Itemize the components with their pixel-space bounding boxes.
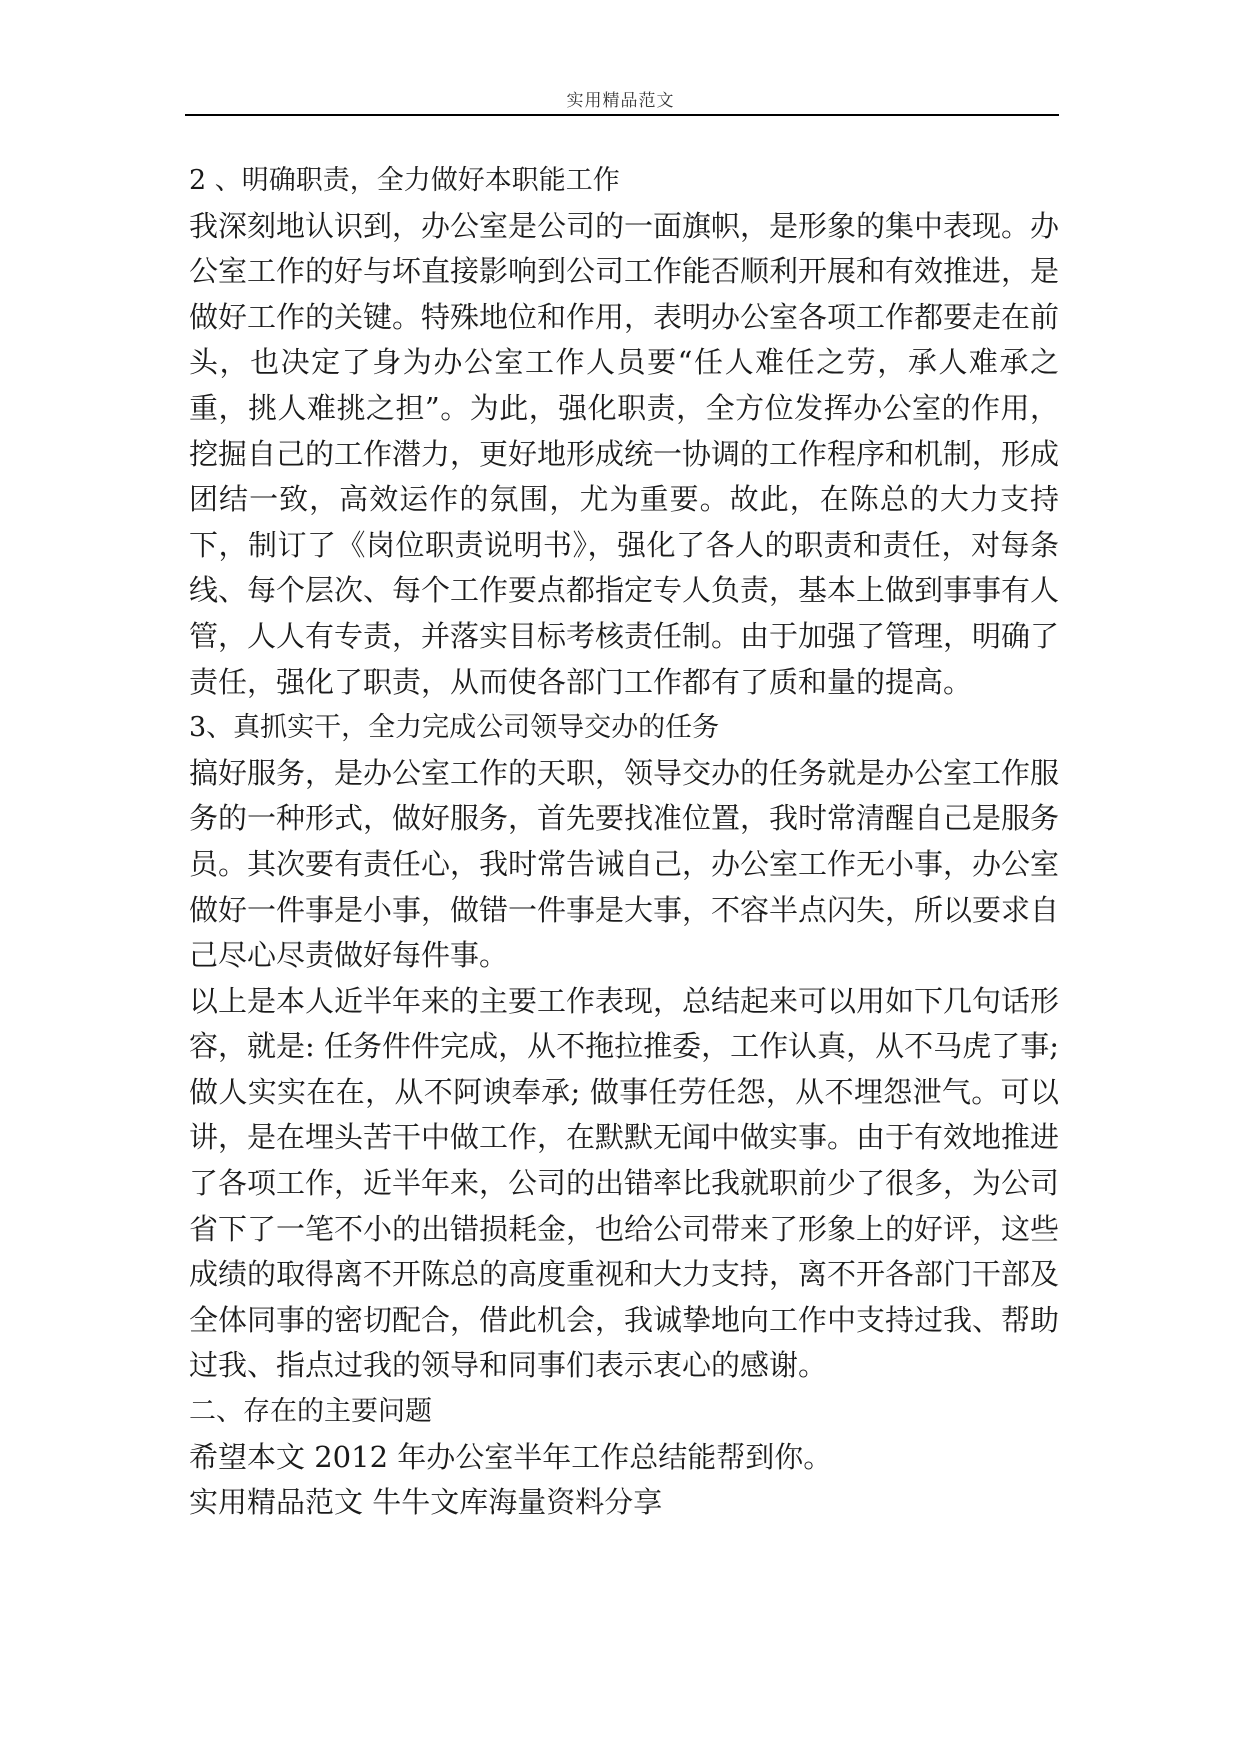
- section-heading-3: 3、真抓实干，全力完成公司领导交办的任务: [189, 712, 720, 744]
- document-body: [189, 158, 1059, 1526]
- paragraph-closing: 希望本文 2012 年办公室半年工作总结能帮到你。: [189, 1439, 833, 1474]
- paragraph-summary: 以上是本人近半年来的主要工作表现，总结起来可以用如下几句话形容，就是: 任务件件完成，从不拖拉推委，工作认真，从不马虎了事; 做人实实在在，从不阿谀奉承; 做事任劳任怨，从不埋怨泄气。可以讲，是在埋头苦干中做工作，在默默无闻中做实事。由于有效地推进了各项工作，近半年来，公司的出错率比我就职前少了很多，为公司省下了一笔不小的出错损耗金，也给公司带来了形象上的好评，这些成绩的取得离不开陈总的高度重视和大力支持，离不开各部门干部及全体同事的密切配合，借此机会，我诚挚地向工作中支持过我、帮助过我、指点过我的领导和同事们表示衷心的感谢。: [189, 983, 1060, 1383]
- paragraph-footer-note: 实用精品范文 牛牛文库海量资料分享: [189, 1485, 663, 1520]
- page-header-title: 实用精品范文: [566, 91, 675, 111]
- section-heading-problems: 二、存在的主要问题: [189, 1396, 432, 1428]
- section-heading-2: 2 、明确职责，全力做好本职能工作: [189, 165, 620, 196]
- paragraph-service: 搞好服务，是办公室工作的天职，领导交办的任务就是办公室工作服务的一种形式，做好服务，首先要找准位置，我时常清醒自己是服务员。其次要有责任心，我时常告诫自己，办公室工作无小事，办公室做好一件事是小事，做错一件事是大事，不容半点闪失，所以要求自己尽心尽责做好每件事。: [189, 755, 1060, 973]
- paragraph-responsibilities: 我深刻地认识到，办公室是公司的一面旗帜，是形象的集中表现。办公室工作的好与坏直接影响到公司工作能否顺利开展和有效推进，是做好工作的关键。特殊地位和作用，表明办公室各项工作都要走在前头，也决定了身为办公室工作人员要“任人难任之劳，承人难承之重，挑人难挑之担”。为此，强化职责，全方位发挥办公室的作用，挖掘自己的工作潜力，更好地形成统一协调的工作程序和机制，形成团结一致，高效运作的氛围，尤为重要。故此，在陈总的大力支持下，制订了《岗位职责说明书》，强化了各人的职责和责任，对每条线、每个层次、每个工作要点都指定专人负责，基本上做到事事有人管，人人有专责，并落实目标考核责任制。由于加强了管理，明确了责任，强化了职责，从而使各部门工作都有了质和量的提高。: [189, 208, 1060, 699]
- header-divider: [185, 114, 1059, 116]
